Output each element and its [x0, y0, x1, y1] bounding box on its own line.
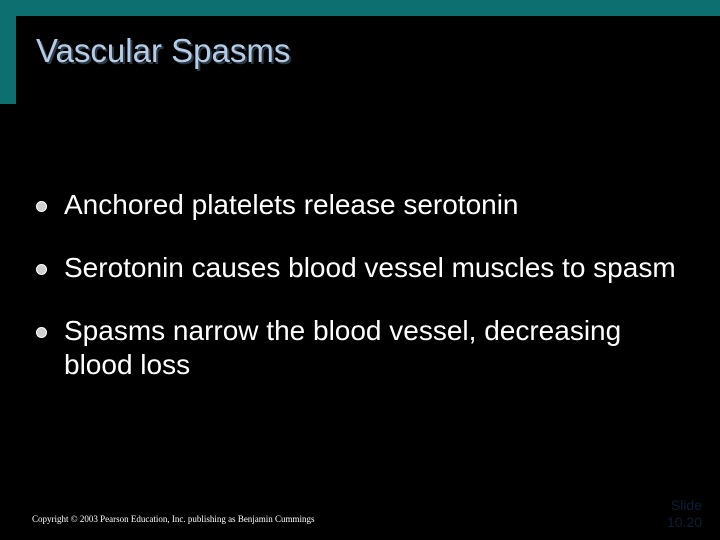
bullet-dot-icon	[36, 201, 47, 212]
bullet-item	[36, 188, 696, 222]
bullet-list	[36, 188, 696, 411]
bullet-dot-icon	[36, 327, 47, 338]
bullet-item	[36, 314, 696, 382]
bullet-text: Spasms narrow the blood vessel, decreasing blood loss	[64, 315, 622, 380]
bullet-text: Anchored platelets release serotonin	[64, 189, 519, 220]
frame-left-bar	[0, 0, 16, 104]
bullet-item	[36, 251, 696, 285]
frame-top-bar	[0, 0, 720, 16]
copyright-text: Copyright © 2003 Pearson Education, Inc. publishing as Benjamin Cummings	[32, 514, 315, 524]
bullet-dot-icon	[36, 264, 47, 275]
slide-number	[667, 497, 702, 531]
bullet-text: Serotonin causes blood vessel muscles to spasm	[64, 252, 676, 283]
slide-number-value: 10.20	[666, 514, 702, 530]
slide-number-label: Slide	[670, 497, 702, 513]
slide-title: Vascular Spasms	[36, 32, 291, 69]
